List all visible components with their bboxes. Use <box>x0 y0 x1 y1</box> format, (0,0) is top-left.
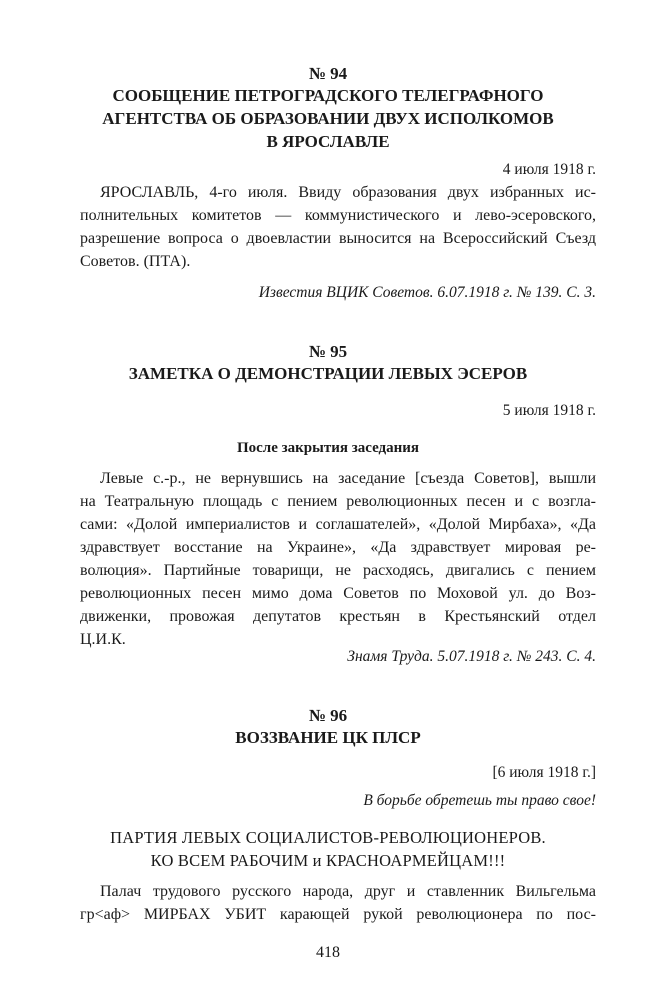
doc94-title-line: В ЯРОСЛАВЛЕ <box>266 132 390 151</box>
doc94-body-line: полнительных комитетов — коммунистического и лево-эсеровского, <box>80 207 596 224</box>
doc96-title: ВОЗЗВАНИЕ ЦК ПЛСР <box>235 728 421 747</box>
doc94-title-line: СООБЩЕНИЕ ПЕТРОГРАДСКОГО ТЕЛЕГРАФНОГО <box>112 86 544 105</box>
doc96-number: № 96 <box>308 706 348 725</box>
doc95-body-line: сами: «Долой империалистов и соглашателей», «Долой Мирбаха», «Да <box>80 516 596 533</box>
doc94-date: 4 июля 1918 г. <box>502 161 596 178</box>
doc94-title <box>60 84 596 153</box>
doc95-body-line: Ц.И.К. <box>80 631 126 648</box>
doc95-source: Знамя Труда. 5.07.1918 г. № 243. С. 4. <box>347 648 596 665</box>
doc95-title: ЗАМЕТКА О ДЕМОНСТРАЦИИ ЛЕВЫХ ЭСЕРОВ <box>128 364 528 383</box>
doc96-body-line: гр<аф> МИРБАХ УБИТ карающей рукой революционера по пос- <box>80 906 596 923</box>
doc94-source: Известия ВЦИК Советов. 6.07.1918 г. № 139. С. 3. <box>258 284 596 301</box>
doc94-body-line: Советов. (ПТА). <box>80 253 191 270</box>
doc94-body-line: разрешение вопроса о двоевластии выносится на Всероссийский Съезд <box>80 230 596 247</box>
doc96-body <box>80 880 596 926</box>
doc95-body-line: волюция». Партийные товарищи, не расходясь, двигались с пением <box>80 562 596 579</box>
doc96-date: [6 июля 1918 г.] <box>492 764 596 781</box>
page-number: 418 <box>316 944 340 961</box>
doc94-body-line: ЯРОСЛАВЛЬ, 4-го июля. Ввиду образования двух избранных ис- <box>100 184 596 201</box>
doc95-body-line: на Театральную площадь с пением революционных песен и с возгла- <box>80 493 596 510</box>
doc96-heading <box>60 826 596 872</box>
doc94-number: № 94 <box>308 64 348 83</box>
doc95-number: № 95 <box>308 342 348 361</box>
doc94-title-line: АГЕНТСТВА ОБ ОБРАЗОВАНИИ ДВУХ ИСПОЛКОМОВ <box>102 109 554 128</box>
doc96-heading-line: ПАРТИЯ ЛЕВЫХ СОЦИАЛИСТОВ-РЕВОЛЮЦИОНЕРОВ. <box>110 828 546 847</box>
doc95-subheading: После закрытия заседания <box>236 440 420 456</box>
doc96-body-line: Палач трудового русского народа, друг и ставленник Вильгельма <box>100 883 596 900</box>
doc95-body-line: Левые с.-р., не вернувшись на заседание [съезда Советов], вышли <box>100 470 596 487</box>
doc95-body <box>80 467 596 651</box>
doc95-body-line: здравствует восстание на Украине», «Да здравствует мировая ре- <box>80 539 596 556</box>
doc96-motto: В борьбе обретешь ты право свое! <box>363 792 596 809</box>
doc95-body-line: движенки, провожая депутатов крестьян в Крестьянский отдел <box>80 608 596 625</box>
doc95-body-line: революционных песен мимо дома Советов по Моховой ул. до Воз- <box>80 585 596 602</box>
doc94-body <box>80 181 596 273</box>
doc96-heading-line: КО ВСЕМ РАБОЧИМ и КРАСНОАРМЕЙЦАМ!!! <box>150 851 506 870</box>
doc95-date: 5 июля 1918 г. <box>502 402 596 419</box>
